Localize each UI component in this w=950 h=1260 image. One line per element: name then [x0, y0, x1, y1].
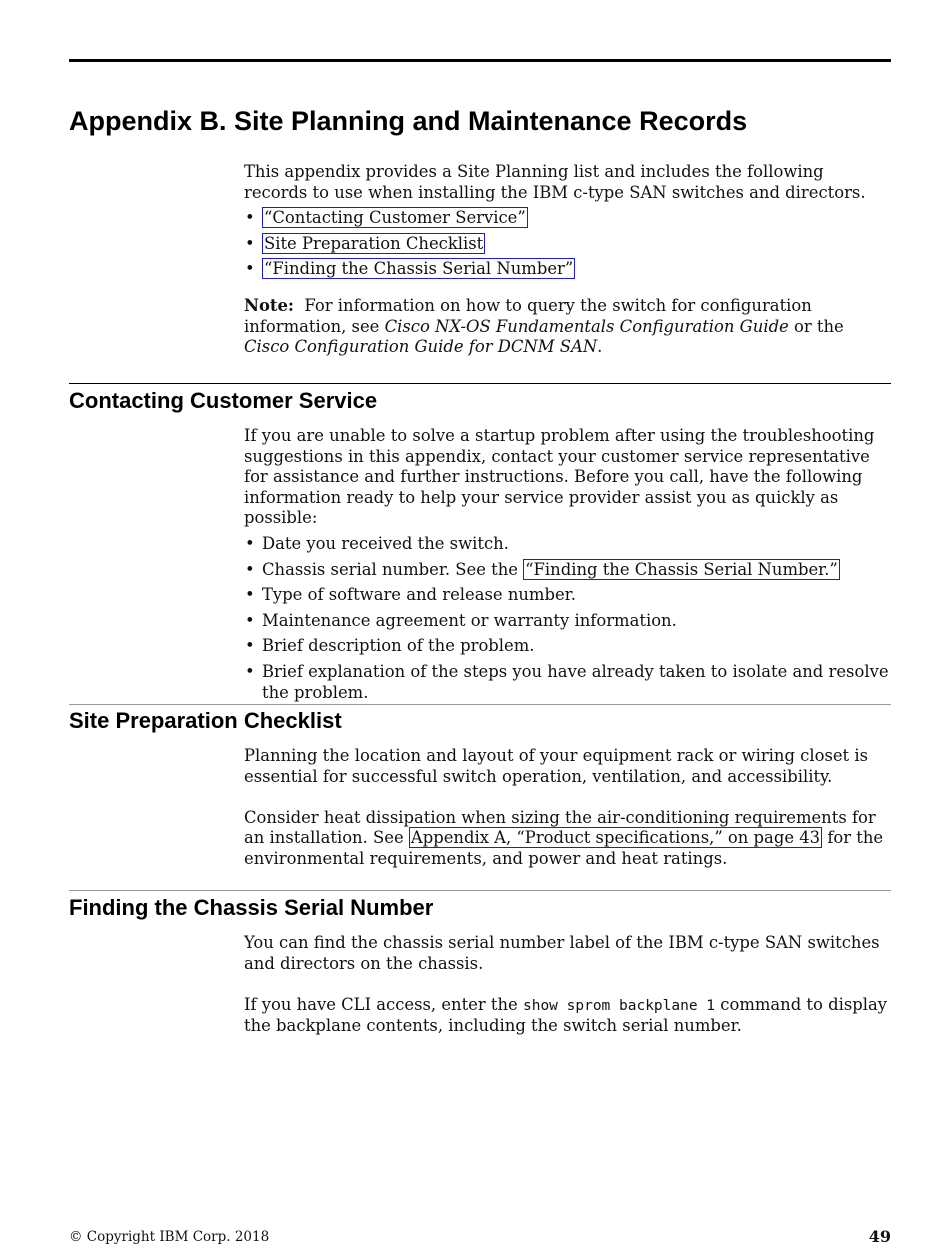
finding-serial-text: You can find the chassis serial number label of the IBM c-type SAN switches and directors on the chassis.: [244, 933, 880, 973]
top-rule: [69, 59, 891, 62]
section-heading-finding-serial: Finding the Chassis Serial Number: [69, 895, 434, 920]
intro-block: [244, 162, 889, 358]
note-doc-title-2: Cisco Configuration Guide for DCNM SAN: [244, 337, 598, 357]
page-number: 49: [868, 1227, 891, 1246]
site-prep-text: Planning the location and layout of your equipment rack or wiring closet is essential for successful switch operation, ventilation, and accessibility.: [244, 746, 869, 786]
paragraph-text: command to display the backplane contents, including the switch serial number.: [244, 994, 888, 1036]
note: [244, 296, 889, 358]
list-item-text: Chassis serial number. See the: [262, 559, 518, 579]
contacting-list: [244, 534, 889, 703]
list-item: • Date you received the switch.: [244, 534, 889, 555]
list-item: [244, 560, 889, 581]
list-item: • Brief explanation of the steps you have already taken to isolate and resolve the problem.: [244, 662, 889, 703]
note-text: .: [597, 337, 603, 357]
intro-link-list: [244, 208, 889, 280]
paragraph-text: Consider heat dissipation when sizing the air-conditioning requirements for an installation. See: [244, 807, 876, 848]
finding-serial-block: [244, 933, 889, 1037]
link-appendix-a-product-specifications[interactable]: Appendix A, “Product specifications,” on page 43: [410, 828, 821, 848]
note-text: For information on how to query the switch for configuration information, see: [244, 295, 812, 336]
list-item: • Type of software and release number.: [244, 585, 889, 606]
finding-serial-text: [244, 995, 889, 1037]
section-heading-contacting: Contacting Customer Service: [69, 388, 378, 413]
site-prep-text: [244, 808, 889, 870]
list-item: [244, 259, 889, 280]
page-title: Appendix B. Site Planning and Maintenance Records: [69, 106, 748, 136]
link-site-preparation-checklist[interactable]: Site Preparation Checklist: [264, 233, 484, 253]
contacting-text: If you are unable to solve a startup problem after using the troubleshooting suggestions in this appendix, contact your customer service representative for assistance and further instructions. Before you call, have the following information ready to help your service provider assist you as quickly as possible:: [244, 426, 875, 528]
note-text: or the: [793, 316, 844, 336]
section-rule: [69, 890, 891, 891]
copyright: © Copyright IBM Corp. 2018: [69, 1229, 270, 1245]
list-item: [244, 234, 889, 255]
section-heading-site-preparation: Site Preparation Checklist: [69, 708, 342, 733]
site-preparation-block: [244, 746, 889, 870]
contacting-block: [244, 426, 889, 708]
paragraph-text: If you have CLI access, enter the: [244, 994, 518, 1014]
list-item: • Brief description of the problem.: [244, 636, 889, 657]
section-rule: [69, 383, 891, 384]
list-item: • Maintenance agreement or warranty information.: [244, 611, 889, 632]
link-contacting-customer-service[interactable]: “Contacting Customer Service”: [264, 208, 526, 228]
section-rule: [69, 704, 891, 705]
note-doc-title-1: Cisco NX-OS Fundamentals Configuration Guide: [384, 316, 789, 336]
intro-text: This appendix provides a Site Planning list and includes the following records to use when installing the IBM c-type SAN switches and directors.: [244, 162, 866, 202]
link-finding-chassis-serial-number[interactable]: “Finding the Chassis Serial Number”: [264, 259, 574, 279]
cli-command: show sprom backplane 1: [522, 997, 716, 1014]
paragraph-text: for the environmental requirements, and power and heat ratings.: [244, 828, 884, 868]
link-finding-chassis-serial-number[interactable]: “Finding the Chassis Serial Number.”: [525, 559, 838, 579]
note-label: Note:: [244, 295, 294, 315]
list-item: [244, 208, 889, 229]
